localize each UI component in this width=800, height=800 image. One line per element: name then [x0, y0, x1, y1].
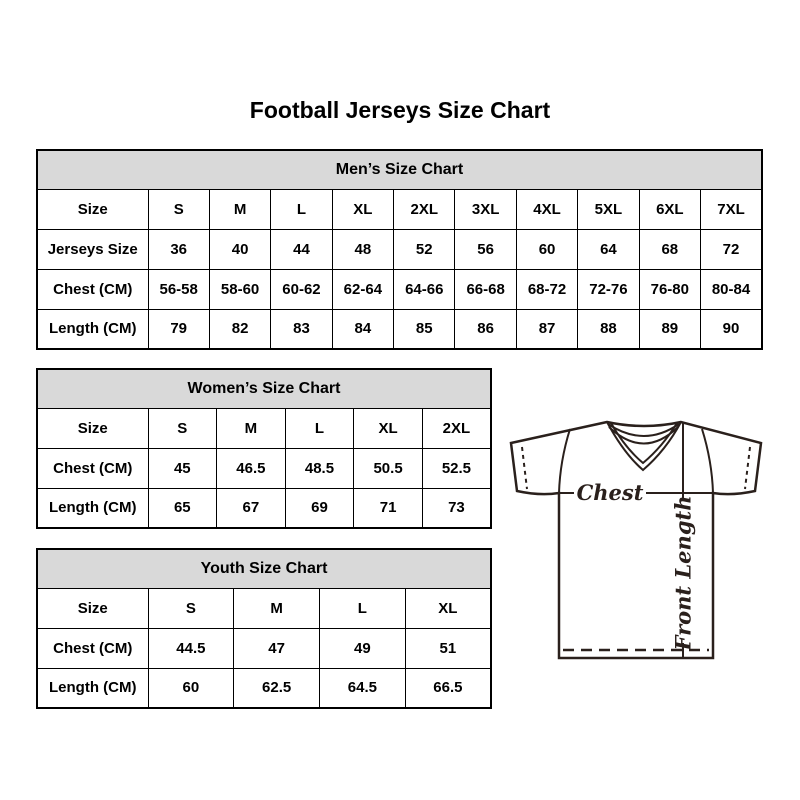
table-cell: 64: [578, 229, 639, 269]
row-label-cell: Size: [37, 408, 148, 448]
table-cell: L: [285, 408, 354, 448]
table-cell: 88: [578, 309, 639, 349]
table-cell: 64-66: [394, 269, 455, 309]
table-cell: 52.5: [422, 448, 491, 488]
table-cell: 4XL: [516, 189, 577, 229]
left-cuff-stitch-line: [522, 447, 527, 489]
row-label-cell: Chest (CM): [37, 628, 148, 668]
table-cell: 87: [516, 309, 577, 349]
right-cuff-stitch-line: [745, 447, 750, 489]
table-cell: 5XL: [578, 189, 639, 229]
table-cell: 66-68: [455, 269, 516, 309]
table-cell: 62-64: [332, 269, 393, 309]
table-cell: M: [234, 588, 320, 628]
row-label-cell: Length (CM): [37, 309, 148, 349]
table-cell: M: [209, 189, 270, 229]
page-title: Football Jerseys Size Chart: [249, 97, 551, 123]
row-label-cell: Chest (CM): [37, 269, 148, 309]
table-cell: 6XL: [639, 189, 700, 229]
table-cell: 3XL: [455, 189, 516, 229]
table-cell: S: [148, 189, 209, 229]
jersey-left-seam: [559, 429, 570, 493]
table-title: Women’s Size Chart: [37, 369, 491, 408]
table-cell: 65: [148, 488, 217, 528]
table-cell: 36: [148, 229, 209, 269]
table-row: [37, 448, 491, 488]
mens-size-table: [36, 149, 763, 350]
table-row: [37, 309, 762, 349]
table-cell: 45: [148, 448, 217, 488]
table-cell: 50.5: [354, 448, 423, 488]
jersey-right-seam: [702, 429, 713, 493]
table-cell: 44.5: [148, 628, 234, 668]
table-row: [37, 189, 762, 229]
row-label-cell: Length (CM): [37, 668, 148, 708]
table-cell: XL: [405, 588, 491, 628]
table-cell: 82: [209, 309, 270, 349]
table-cell: 79: [148, 309, 209, 349]
front-length-label: Front Length: [670, 495, 696, 651]
table-cell: 76-80: [639, 269, 700, 309]
table-cell: 58-60: [209, 269, 270, 309]
table-cell: 48: [332, 229, 393, 269]
row-label-cell: Chest (CM): [37, 448, 148, 488]
table-cell: 52: [394, 229, 455, 269]
table-cell: 2XL: [422, 408, 491, 448]
table-cell: 44: [271, 229, 332, 269]
table-cell: 83: [271, 309, 332, 349]
table-cell: S: [148, 408, 217, 448]
table-cell: 71: [354, 488, 423, 528]
table-cell: 69: [285, 488, 354, 528]
jersey-measurement-diagram: [502, 406, 774, 670]
table-cell: XL: [332, 189, 393, 229]
table-cell: 85: [394, 309, 455, 349]
table-cell: 72-76: [578, 269, 639, 309]
table-cell: XL: [354, 408, 423, 448]
chest-label: Chest: [576, 480, 644, 505]
table-row: [37, 668, 491, 708]
table-cell: M: [217, 408, 286, 448]
table-cell: 49: [320, 628, 406, 668]
table-cell: 72: [701, 229, 762, 269]
table-row: [37, 488, 491, 528]
table-cell: 64.5: [320, 668, 406, 708]
table-row: [37, 269, 762, 309]
table-cell: 73: [422, 488, 491, 528]
table-cell: L: [320, 588, 406, 628]
row-label-cell: Size: [37, 588, 148, 628]
table-title: Men’s Size Chart: [37, 150, 762, 189]
table-cell: 67: [217, 488, 286, 528]
table-cell: 40: [209, 229, 270, 269]
table-cell: 46.5: [217, 448, 286, 488]
table-cell: 68-72: [516, 269, 577, 309]
table-cell: 80-84: [701, 269, 762, 309]
table-cell: 60-62: [271, 269, 332, 309]
table-cell: S: [148, 588, 234, 628]
table-row: [37, 229, 762, 269]
table-cell: 60: [148, 668, 234, 708]
table-cell: 66.5: [405, 668, 491, 708]
table-cell: 51: [405, 628, 491, 668]
table-cell: 47: [234, 628, 320, 668]
table-row: [37, 628, 491, 668]
table-row: [37, 408, 491, 448]
table-cell: 56-58: [148, 269, 209, 309]
table-cell: L: [271, 189, 332, 229]
table-cell: 62.5: [234, 668, 320, 708]
table-cell: 90: [701, 309, 762, 349]
table-row: [37, 588, 491, 628]
row-label-cell: Size: [37, 189, 148, 229]
table-cell: 84: [332, 309, 393, 349]
row-label-cell: Jerseys Size: [37, 229, 148, 269]
table-cell: 60: [516, 229, 577, 269]
youth-size-table: [36, 548, 492, 709]
row-label-cell: Length (CM): [37, 488, 148, 528]
table-cell: 56: [455, 229, 516, 269]
table-cell: 68: [639, 229, 700, 269]
table-cell: 48.5: [285, 448, 354, 488]
table-cell: 89: [639, 309, 700, 349]
womens-size-table: [36, 368, 492, 529]
table-cell: 7XL: [701, 189, 762, 229]
table-cell: 2XL: [394, 189, 455, 229]
table-title: Youth Size Chart: [37, 549, 491, 588]
table-cell: 86: [455, 309, 516, 349]
